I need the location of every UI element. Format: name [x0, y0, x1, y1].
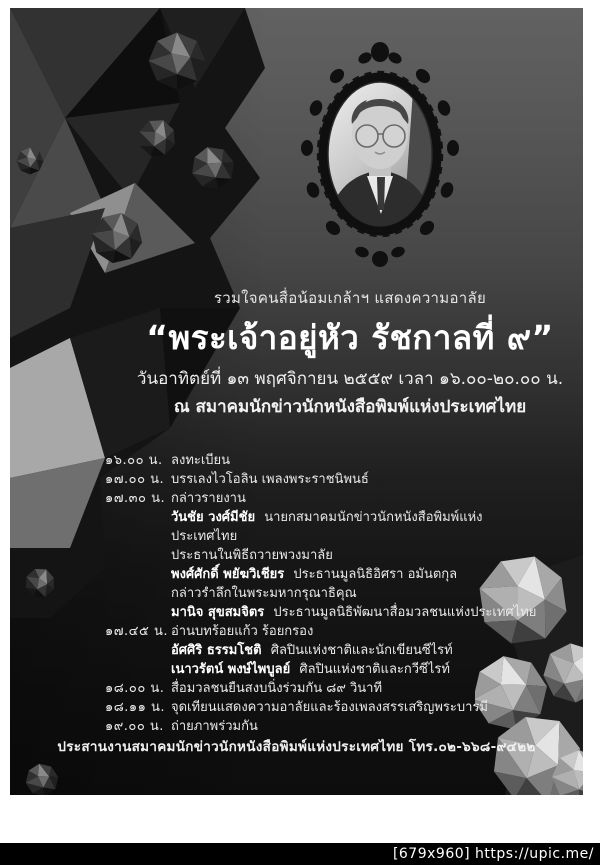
schedule-row [10, 698, 583, 717]
schedule-description: ศิลปินแห่งชาติและนักเขียนซีไรท์ [270, 643, 453, 658]
schedule-text [171, 565, 583, 584]
schedule-description: ถ่ายภาพร่วมกัน [171, 719, 258, 734]
schedule-description: บรรเลงไวโอลิน เพลงพระราชนิพนธ์ [171, 472, 369, 487]
schedule-row [10, 451, 583, 470]
schedule-person-name: พงศ์ศักดิ์ พยัฆวิเชียร [171, 567, 285, 582]
schedule-description: นายกสมาคมนักข่าวนักหนังสือพิมพ์แห่งประเทศไทย [171, 510, 483, 544]
schedule-description: อ่านบทร้อยแก้ว ร้อยกรอง [171, 624, 314, 639]
event-date-line: วันอาทิตย์ที่ ๑๓ พฤศจิกายน ๒๕๕๙ เวลา ๑๖.๐๐-๒๐.๐๐ น. [136, 369, 564, 389]
schedule-text [171, 660, 583, 679]
event-venue-line: ณ สมาคมนักข่าวนักหนังสือพิมพ์แห่งประเทศไทย [173, 397, 527, 417]
poster-title: “พระเจ้าอยู่หัว รัชกาลที่ ๙” [146, 318, 554, 357]
schedule-row [10, 641, 583, 660]
schedule-description: กล่าวรายงาน [171, 491, 246, 506]
schedule-text [171, 679, 583, 698]
schedule-row [10, 717, 583, 736]
schedule-time: ๑๙.๐๐ น. [105, 719, 164, 734]
schedule-description: ประธานในพิธีถวายพวงมาลัย [171, 548, 333, 563]
schedule-time: ๑๗.๔๕ น. [105, 624, 168, 639]
king-portrait [297, 38, 463, 270]
schedule-description: สื่อมวลชนยืนสงบนิ่งร่วมกัน ๘๙ วินาที [171, 681, 383, 696]
schedule-text [171, 508, 583, 546]
schedule-text [171, 470, 583, 489]
schedule-description: ประธานมูลนิธิอิศรา อมันตกุล [293, 567, 458, 582]
schedule-description: ประธานมูลนิธิพัฒนาสื่อมวลชนแห่งประเทศไทย [273, 605, 537, 620]
schedule-row [10, 622, 583, 641]
schedule-row [10, 660, 583, 679]
schedule-time: ๑๗.๐๐ น. [105, 472, 165, 487]
schedule-row [10, 679, 583, 698]
memorial-poster [10, 8, 583, 795]
schedule-text [171, 622, 583, 641]
portrait-frame [297, 38, 463, 270]
schedule-time: ๑๘.๐๐ น. [105, 681, 165, 696]
schedule-row [10, 489, 583, 508]
schedule-description: จุดเทียนแสดงความอาลัยและร้องเพลงสรรเสริญพระบารมี [171, 700, 489, 715]
schedule-person-name: เนาวรัตน์ พงษ์ไพบูลย์ [171, 662, 291, 677]
schedule-time: ๑๖.๐๐ น. [105, 453, 163, 468]
schedule-text [171, 451, 583, 470]
schedule-person-name: วันชัย วงศ์มีชัย [171, 510, 256, 525]
schedule-row [10, 603, 583, 622]
schedule-description: กล่าวรำลึกในพระมหากรุณาธิคุณ [171, 586, 357, 601]
schedule-time: ๑๗.๓๐ น. [105, 491, 166, 506]
tribute-subtitle: รวมใจคนสื่อน้อมเกล้าฯ แสดงความอาลัย [213, 289, 487, 307]
schedule-description: ลงทะเบียน [171, 453, 231, 468]
schedule-text [171, 603, 583, 622]
schedule-text [171, 717, 583, 736]
watermark-credit: [679x960] https://upic.me/ [392, 846, 594, 862]
schedule-text [171, 698, 583, 717]
schedule-text [171, 641, 583, 660]
schedule-row [10, 470, 583, 489]
schedule-text [171, 584, 583, 603]
schedule-time: ๑๘.๑๑ น. [105, 700, 166, 715]
schedule-person-name: อัศศิริ ธรรมโชติ [171, 643, 262, 658]
schedule-text [171, 489, 583, 508]
schedule-row [10, 508, 583, 546]
schedule-description: ศิลปินแห่งชาติและกวีซีไรท์ [299, 662, 450, 677]
contact-footer: ประสานงานสมาคมนักข่าวนักหนังสือพิมพ์แห่งประเทศไทย โทร.๐๒-๖๖๘-๙๔๒๒ [57, 739, 536, 755]
schedule-person-name: มานิจ สุขสมจิตร [171, 605, 265, 620]
schedule-row [10, 546, 583, 565]
schedule-row [10, 565, 583, 584]
credit-bar [0, 843, 600, 865]
schedule-list [10, 451, 583, 736]
schedule-text [171, 546, 583, 565]
schedule-row [10, 584, 583, 603]
